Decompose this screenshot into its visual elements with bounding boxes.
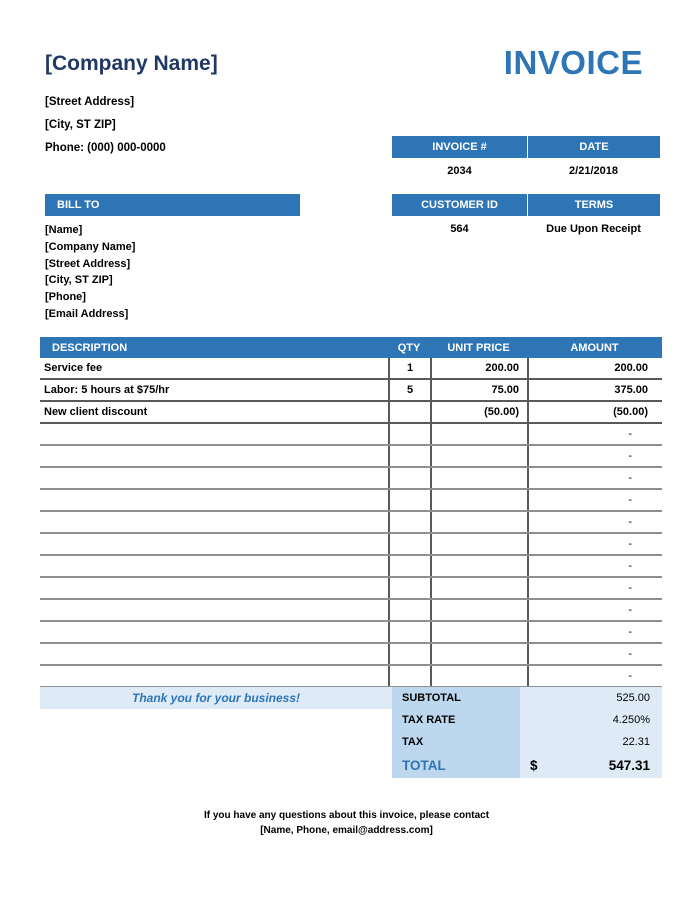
item-description xyxy=(40,644,388,664)
total-label: TOTAL xyxy=(392,753,520,778)
totals-value: 525.00 xyxy=(520,687,662,709)
total-row xyxy=(392,753,662,778)
bill-to-block xyxy=(45,194,300,323)
item-amount: 200.00 xyxy=(527,358,662,378)
table-row-empty xyxy=(40,644,662,666)
date-value: 2/21/2018 xyxy=(569,164,618,177)
table-row-empty xyxy=(40,556,662,578)
item-unit-price xyxy=(430,534,527,554)
item-unit-price xyxy=(430,490,527,510)
table-row-empty xyxy=(40,578,662,600)
table-row-empty xyxy=(40,446,662,468)
bill-to-header-bar xyxy=(45,194,300,216)
totals-label: SUBTOTAL xyxy=(392,687,520,709)
item-qty xyxy=(388,446,430,466)
table-row-empty xyxy=(40,468,662,490)
item-unit-price xyxy=(430,600,527,620)
terms-value: Due Upon Receipt xyxy=(546,222,641,235)
item-qty xyxy=(388,534,430,554)
item-unit-price xyxy=(430,644,527,664)
table-row-empty xyxy=(40,600,662,622)
invoice-number-label: INVOICE # xyxy=(432,141,487,153)
item-qty xyxy=(388,512,430,532)
item-unit-price: 200.00 xyxy=(430,358,527,378)
invoice-number-date-values xyxy=(392,158,660,183)
table-row xyxy=(40,380,662,402)
customer-id-terms-header-bar xyxy=(392,194,660,216)
item-unit-price xyxy=(430,468,527,488)
totals-rows xyxy=(392,687,662,753)
table-row xyxy=(40,358,662,380)
invoice-number-value: 2034 xyxy=(447,164,472,177)
bill-to-phone: [Phone] xyxy=(45,291,86,304)
item-qty xyxy=(388,490,430,510)
totals-row xyxy=(392,687,662,709)
item-description xyxy=(40,666,388,686)
item-qty xyxy=(388,578,430,598)
customer-id-label: CUSTOMER ID xyxy=(421,199,498,211)
currency-symbol: $ xyxy=(530,758,538,773)
item-description xyxy=(40,490,388,510)
bill-to-street: [Street Address] xyxy=(45,257,131,270)
line-items-header-row xyxy=(40,337,662,358)
customer-id-terms-block xyxy=(392,194,660,241)
item-qty: 1 xyxy=(388,358,430,378)
item-amount: - xyxy=(527,600,662,620)
item-qty xyxy=(388,600,430,620)
company-phone: Phone: (000) 000-0000 xyxy=(45,142,166,154)
table-row-empty xyxy=(40,490,662,512)
item-unit-price: (50.00) xyxy=(430,402,527,422)
item-amount: - xyxy=(527,534,662,554)
invoice-number-date-header-bar xyxy=(392,136,660,158)
item-description xyxy=(40,512,388,532)
customer-id-terms-values xyxy=(392,216,660,241)
item-description xyxy=(40,622,388,642)
invoice-number-date-block xyxy=(392,136,660,183)
item-amount: - xyxy=(527,578,662,598)
company-address xyxy=(45,91,166,160)
item-description xyxy=(40,578,388,598)
item-amount: 375.00 xyxy=(527,380,662,400)
item-amount: - xyxy=(527,666,662,686)
totals-block xyxy=(392,687,662,778)
item-qty xyxy=(388,402,430,422)
bill-to-city-state-zip: [City, ST ZIP] xyxy=(45,274,113,287)
totals-row xyxy=(392,709,662,731)
item-qty xyxy=(388,622,430,642)
item-qty xyxy=(388,424,430,444)
totals-value: 22.31 xyxy=(520,731,662,753)
line-items-table xyxy=(40,337,662,688)
bill-to-lines xyxy=(45,222,300,323)
item-description xyxy=(40,534,388,554)
item-description xyxy=(40,600,388,620)
item-unit-price xyxy=(430,622,527,642)
item-qty xyxy=(388,468,430,488)
company-name: [Company Name] xyxy=(45,52,218,75)
item-unit-price: 75.00 xyxy=(430,380,527,400)
column-header-amount: AMOUNT xyxy=(570,341,619,354)
terms-label: TERMS xyxy=(527,194,660,216)
column-header-description: DESCRIPTION xyxy=(52,341,128,354)
totals-label: TAX xyxy=(392,731,520,753)
item-amount: - xyxy=(527,512,662,532)
item-qty: 5 xyxy=(388,380,430,400)
totals-label: TAX RATE xyxy=(392,709,520,731)
totals-row xyxy=(392,731,662,753)
column-header-qty: QTY xyxy=(397,341,421,354)
item-amount: - xyxy=(527,556,662,576)
item-description xyxy=(40,556,388,576)
column-header-unit-price: UNIT PRICE xyxy=(447,341,510,354)
item-amount: - xyxy=(527,622,662,642)
company-city-state-zip: [City, ST ZIP] xyxy=(45,119,116,131)
item-unit-price xyxy=(430,446,527,466)
item-amount: - xyxy=(527,490,662,510)
bill-to-name: [Name] xyxy=(45,224,83,236)
table-row-empty xyxy=(40,534,662,556)
item-description: New client discount xyxy=(44,406,148,418)
date-label: DATE xyxy=(527,136,660,158)
footer-contact-details: [Name, Phone, email@address.com] xyxy=(260,825,433,836)
item-description: Service fee xyxy=(44,362,103,374)
table-row-empty xyxy=(40,512,662,534)
total-amount: 547.31 xyxy=(608,758,650,773)
item-unit-price xyxy=(430,512,527,532)
item-description: Labor: 5 hours at $75/hr xyxy=(44,384,170,396)
total-value-cell xyxy=(520,753,662,778)
item-amount: - xyxy=(527,446,662,466)
bill-to-company: [Company Name] xyxy=(45,240,136,253)
line-items-body xyxy=(40,358,662,688)
item-description xyxy=(40,468,388,488)
invoice-title: INVOICE xyxy=(503,44,643,81)
company-street-address: [Street Address] xyxy=(45,96,135,108)
item-amount: - xyxy=(527,468,662,488)
footer-note xyxy=(0,808,693,838)
item-qty xyxy=(388,666,430,686)
item-unit-price xyxy=(430,578,527,598)
totals-value: 4.250% xyxy=(520,709,662,731)
item-qty xyxy=(388,644,430,664)
item-amount: - xyxy=(527,424,662,444)
item-unit-price xyxy=(430,666,527,686)
bill-to-email: [Email Address] xyxy=(45,307,129,320)
thank-you-message: Thank you for your business! xyxy=(40,687,392,709)
footer-contact-line: If you have any questions about this invoice, please contact xyxy=(203,810,490,821)
table-row-empty xyxy=(40,622,662,644)
item-unit-price xyxy=(430,556,527,576)
table-row-empty xyxy=(40,666,662,688)
bill-to-label: BILL TO xyxy=(57,199,100,211)
item-amount: (50.00) xyxy=(527,402,662,422)
item-amount: - xyxy=(527,644,662,664)
item-qty xyxy=(388,556,430,576)
table-row xyxy=(40,402,662,424)
table-row-empty xyxy=(40,424,662,446)
customer-id-value: 564 xyxy=(450,222,469,235)
item-unit-price xyxy=(430,424,527,444)
item-description xyxy=(40,424,388,444)
item-description xyxy=(40,446,388,466)
